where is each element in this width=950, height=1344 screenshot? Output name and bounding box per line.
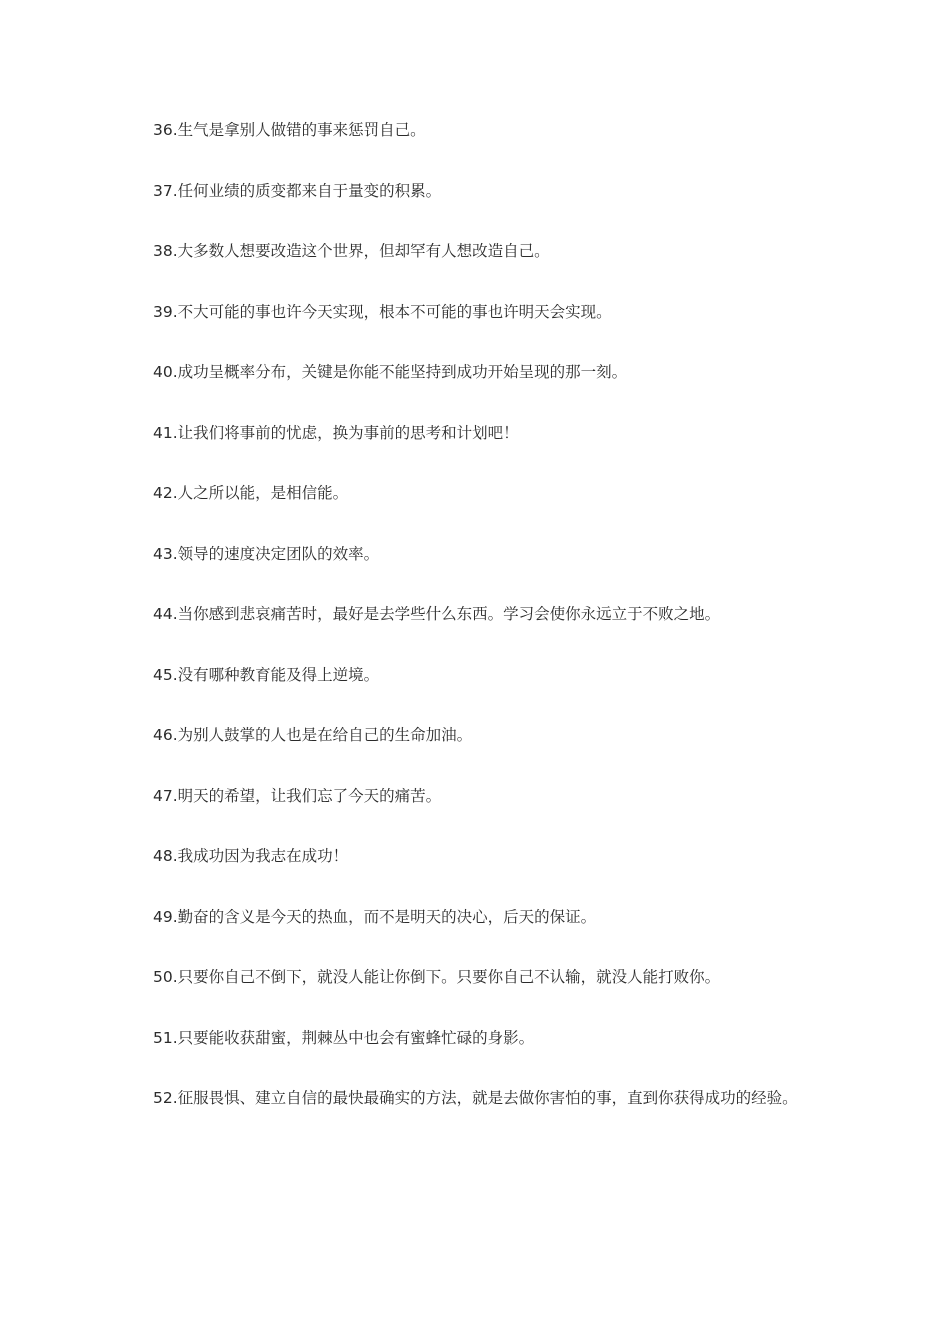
quote-45: 45.没有哪种教育能及得上逆境。 (153, 665, 380, 684)
quote-36: 36.生气是拿别人做错的事来惩罚自己。 (153, 121, 426, 139)
quote-52: 52.征服畏惧、建立自信的最快最确实的方法，就是去做你害怕的事，直到你获得成功的经验。 (153, 1089, 798, 1107)
quote-39: 39.不大可能的事也许今天实现，根本不可能的事也许明天会实现。 (153, 302, 612, 321)
quote-41: 41.让我们将事前的忧虑，换为事前的思考和计划吧！ (153, 423, 519, 442)
quote-50: 50.只要你自己不倒下，就没人能让你倒下。只要你自己不认输，就没人能打败你。 (153, 968, 721, 986)
quote-51: 51.只要能收获甜蜜，荆棘丛中也会有蜜蜂忙碌的身影。 (153, 1028, 535, 1047)
quote-38: 38.大多数人想要改造这个世界，但却罕有人想改造自己。 (153, 242, 550, 260)
quote-44: 44.当你感到悲哀痛苦时，最好是去学些什么东西。学习会使你永远立于不败之地。 (153, 605, 721, 623)
quote-46: 46.为别人鼓掌的人也是在给自己的生命加油。 (153, 726, 473, 744)
quote-49: 49.勤奋的含义是今天的热血，而不是明天的决心，后天的保证。 (153, 907, 597, 926)
quote-37: 37.任何业绩的质变都来自于量变的积累。 (153, 181, 442, 200)
quote-48: 48.我成功因为我志在成功！ (153, 847, 349, 865)
quote-40: 40.成功呈概率分布，关键是你能不能坚持到成功开始呈现的那一刻。 (153, 363, 628, 381)
quote-47: 47.明天的希望，让我们忘了今天的痛苦。 (153, 786, 442, 805)
quote-42: 42.人之所以能，是相信能。 (153, 484, 349, 502)
quote-43: 43.领导的速度决定团队的效率。 (153, 544, 380, 563)
quote-list (153, 116, 803, 1145)
